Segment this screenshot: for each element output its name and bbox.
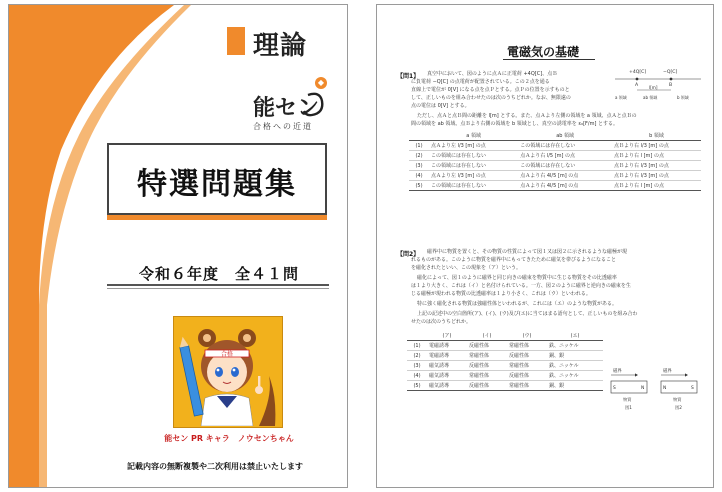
fig1-pole-n: N (641, 386, 645, 391)
q2-magnetization-figures (609, 367, 705, 417)
inner-page (376, 4, 714, 488)
table-cell: 電磁誘導 (427, 341, 467, 351)
choice-number: (2) (407, 351, 427, 361)
table-cell: 点Ａより左 l/3 [m] の点 (429, 141, 518, 151)
chapter-title-underline (503, 59, 595, 60)
table-cell: 点Ａより右 4l/5 [m] の点 (518, 181, 612, 191)
q1-header-a: a 領域 (429, 131, 518, 141)
book-title: 特選問題集 (137, 167, 297, 202)
q2-line-5: は１より大きく、これは（イ）と名付けられている。一方、図２のように磁界と逆向きの磁束を生 (411, 283, 631, 289)
mascot-headband-text: 合格 (220, 351, 234, 358)
q1-distance: l[m] (649, 85, 658, 90)
q1-line-7: 間の領域を ab 領域、点Ｂより右側の領域を b 領域とし、真空の誘電率を ε₀[F/m] とする。 (411, 121, 618, 127)
q1-point-b: B (669, 83, 673, 88)
q2-label: 【問2】 (397, 251, 420, 258)
table-cell: 点Ａより右 4l/5 [m] の点 (518, 171, 612, 181)
mascot-caption: 能セン PR キャラ ノウセンちゃん (164, 434, 294, 443)
q1-header-no (409, 131, 429, 141)
table-cell: 常磁性体 (467, 371, 507, 381)
table-cell: 常磁性体 (467, 351, 507, 361)
q2-header-a: (ア) (427, 331, 467, 341)
table-row[interactable] (409, 161, 701, 171)
table-cell: 反磁性体 (507, 371, 547, 381)
q1-charge-a: +4Q[C] (629, 70, 647, 75)
table-cell: 鉄、ニッケル (547, 371, 603, 381)
table-cell: 磁気誘導 (427, 371, 467, 381)
q2-header-u: (ウ) (507, 331, 547, 341)
title-box (107, 143, 327, 215)
fig1-field-label: 磁界 (613, 369, 622, 374)
q1-charge-b: −Q[C] (663, 70, 678, 75)
table-cell: 鉄、ニッケル (547, 341, 603, 351)
table-cell: 点Ｂより右 l [m] の点 (612, 151, 701, 161)
table-cell: 点Ｂより右 l [m] の点 (612, 181, 701, 191)
q2-line-2: れるものがある。このように物質を磁界中にもってきたために磁気を帯びるようになること (411, 257, 617, 263)
fig2-caption: 図2 (675, 405, 682, 410)
subject-color-block (227, 27, 245, 55)
q2-answer-table (407, 331, 603, 391)
year-rule-thin (107, 288, 329, 289)
fig2-field-label: 磁界 (663, 369, 672, 374)
q1-label: 【問1】 (397, 73, 420, 80)
brand-name: 能セン (253, 96, 320, 121)
mascot-illustration (173, 316, 281, 426)
table-cell: この領域には存在しない (518, 141, 612, 151)
year-label: 令和６年度 全４１問 (139, 265, 300, 283)
table-row[interactable] (407, 381, 603, 391)
table-cell: 点Ｂより右 l/3 [m] の点 (612, 171, 701, 181)
q2-header-e: (エ) (547, 331, 603, 341)
table-cell: 反磁性体 (467, 361, 507, 371)
q1-header-ab: ab 領域 (518, 131, 612, 141)
choice-number: (1) (407, 341, 427, 351)
q2-header-no (407, 331, 427, 341)
table-cell: 反磁性体 (467, 341, 507, 351)
q1-region-a: a 領域 (615, 95, 627, 100)
q1-header-b: b 領域 (612, 131, 701, 141)
table-row[interactable] (407, 351, 603, 361)
brand-swirl-icon (302, 89, 328, 119)
table-cell: 磁気誘導 (427, 381, 467, 391)
table-row[interactable] (407, 371, 603, 381)
table-cell: 反磁性体 (467, 381, 507, 391)
copyright-notice: 記載内容の無断複製や二次利用は禁止いたします (127, 462, 303, 471)
table-cell: この領域には存在しない (429, 161, 518, 171)
choice-number: (5) (407, 381, 427, 391)
q2-table-header (407, 331, 603, 341)
table-row[interactable] (407, 341, 603, 351)
table-cell: 電磁誘導 (427, 351, 467, 361)
choice-number: (4) (407, 371, 427, 381)
choice-number: (1) (409, 141, 429, 151)
q2-line-3: を磁化されたといい、この現象を（ア）という。 (411, 265, 522, 271)
q1-line-4: して、正しいものを組み合わせたのは次のうちどれか。なお、無限遠の (411, 95, 571, 101)
table-cell: 点Ｂより右 l/3 [m] の点 (612, 161, 701, 171)
q1-table-header (409, 131, 701, 141)
table-row[interactable] (407, 361, 603, 371)
table-row[interactable] (409, 171, 701, 181)
table-cell: 点Ａより右 l/5 [m] の点 (518, 151, 612, 161)
chapter-title: 電磁気の基礎 (507, 45, 580, 59)
q1-line-3: 直線上で電位が 0[V] になる点を点Ｐとする。点Ｐの位置を示すものと (411, 87, 570, 93)
q1-line-1: 真空中において、図のように点Ａに正電荷 +4Q[C]、点Ｂ (427, 71, 558, 77)
cover-page (8, 4, 348, 488)
q2-line-7: 特に強く磁化される物質は強磁性体といわれるが、これには（エ）のような物質がある。 (417, 301, 618, 307)
tagline: 合格への近道 (253, 122, 313, 131)
fig1-material-label: 物質 (623, 397, 632, 402)
choice-number: (4) (409, 171, 429, 181)
choice-number: (3) (409, 161, 429, 171)
q2-header-i: (イ) (467, 331, 507, 341)
q1-line-2: に負電荷 −Q[C] の点電荷が配置されている。この２点を通る (411, 79, 550, 85)
q2-line-8: 上記の記述中の空白箇所(ア)、(イ)、(ウ)及び(エ)に当てはまる語句として、正しいものを組み合わ (417, 311, 638, 317)
table-cell: この領域には存在しない (429, 181, 518, 191)
table-row[interactable] (409, 181, 701, 191)
table-cell: 常磁性体 (507, 341, 547, 351)
q2-line-1: 磁界中に物質を置くと、その物質の性質によって図１又は図２に示されるような磁極が現 (427, 249, 628, 255)
q1-charge-diagram (615, 67, 701, 103)
table-cell: 銅、銀 (547, 351, 603, 361)
q2-line-6: じる磁極が現われる物質の比透磁率は１より小さく、これは（ウ）といわれる。 (411, 291, 591, 297)
table-cell: 点Ａより左 l/3 [m] の点 (429, 171, 518, 181)
fig1-caption: 図1 (625, 405, 632, 410)
title-underline-bar (107, 215, 327, 220)
table-cell: この領域には存在しない (429, 151, 518, 161)
choice-number: (5) (409, 181, 429, 191)
table-cell: 点Ｂより右 l/3 [m] の点 (612, 141, 701, 151)
q1-answer-table (409, 131, 701, 191)
table-cell: この領域には存在しない (518, 161, 612, 171)
fig2-pole-n: N (663, 386, 667, 391)
q1-line-6: ただし、点Ａと点Ｂ間の距離を l[m] とする。また、点Ａより左側の領域を a 領域、点Ａと点Ｂの (417, 113, 637, 119)
q1-region-b: b 領域 (677, 95, 689, 100)
fig2-pole-s: S (691, 386, 694, 391)
q1-region-ab: ab 領域 (643, 95, 658, 100)
subject-label: 理論 (253, 31, 308, 61)
table-cell: 常磁性体 (507, 361, 547, 371)
table-row[interactable] (409, 141, 701, 151)
q1-line-5: 点の電位は 0[V] とする。 (411, 103, 470, 109)
fig2-material-label: 物質 (673, 397, 682, 402)
table-cell: 反磁性体 (507, 351, 547, 361)
year-rule (107, 284, 329, 286)
brand-badge-icon: ◆ (315, 77, 327, 89)
q2-line-9: せたのは次のうちどれか。 (411, 319, 472, 325)
table-cell: 鉄、ニッケル (547, 361, 603, 371)
table-cell: 常磁性体 (507, 381, 547, 391)
fig1-pole-s: S (613, 386, 616, 391)
table-cell: 銅、銀 (547, 381, 603, 391)
q1-point-a: A (635, 83, 639, 88)
choice-number: (2) (409, 151, 429, 161)
q2-line-4: 磁化によって、図１のように磁界と同じ向きの磁束を物質中に生じる物質をその比透磁率 (417, 275, 617, 281)
choice-number: (3) (407, 361, 427, 371)
table-row[interactable] (409, 151, 701, 161)
table-cell: 磁気誘導 (427, 361, 467, 371)
